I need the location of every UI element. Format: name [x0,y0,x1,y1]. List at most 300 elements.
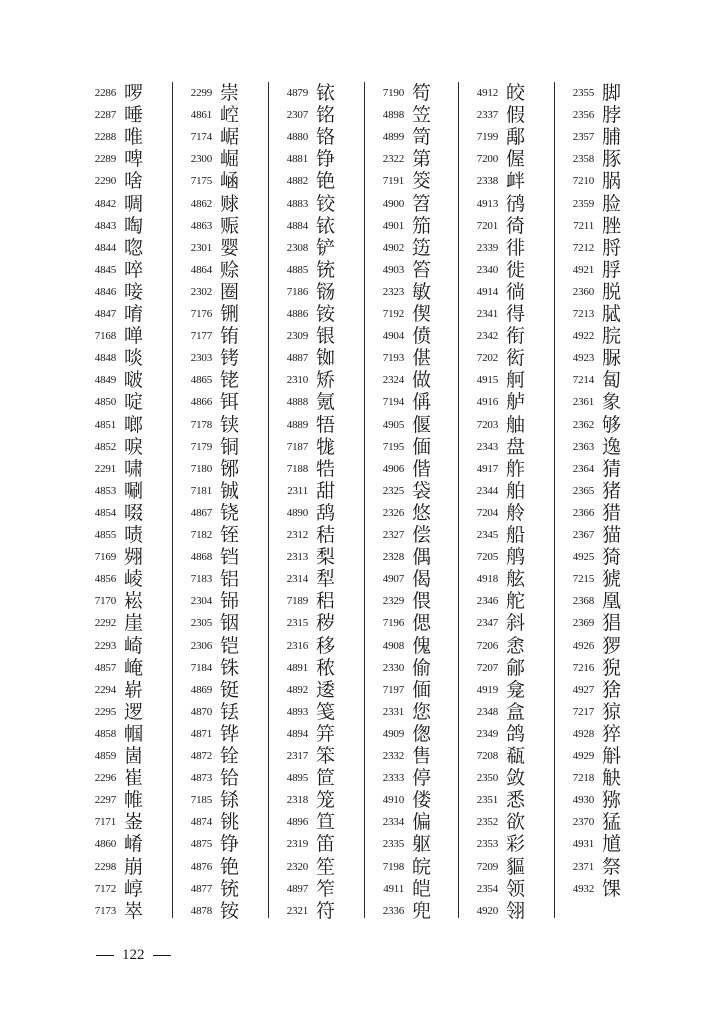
column-divider [458,82,459,918]
entry-number: 7204 [476,506,498,519]
entry-number: 4877 [190,882,212,895]
table-entry [280,502,372,524]
entry-character: 敏 [412,280,432,303]
entry-character: 偷 [412,656,432,679]
table-entry [566,82,658,104]
entry-character: 崌 [220,126,240,149]
table-entry [376,480,468,502]
table-entry [88,458,180,480]
entry-number: 4932 [572,882,594,895]
table-entry [280,568,372,590]
entry-number: 4868 [190,551,212,564]
entry-character: 铰 [316,192,336,215]
entry-number: 2312 [286,529,308,541]
entry-number: 2300 [190,153,212,166]
entry-number: 4914 [476,285,498,298]
entry-number: 4881 [286,153,308,166]
entry-number: 4926 [572,639,594,652]
entry-number: 7169 [94,551,116,564]
table-entry [88,546,180,568]
table-entry [376,148,468,170]
table-entry [184,281,276,303]
entry-character: 崒 [124,899,144,922]
entry-number: 2302 [190,285,212,298]
entry-number: 2330 [382,661,404,674]
entry-number: 7198 [382,860,404,873]
entry-character: 笮 [316,877,336,900]
table-entry [376,524,468,546]
table-entry [280,193,372,215]
table-entry [280,878,372,900]
entry-character: 崟 [124,811,144,834]
table-entry [88,811,180,833]
table-entry [280,281,372,303]
entry-number: 4906 [382,462,404,475]
entry-character: 啥 [124,170,144,193]
table-entry [376,878,468,900]
entry-number: 7176 [190,308,212,320]
entry-character: 铖 [220,479,240,502]
table-entry [88,856,180,878]
table-entry [566,148,658,170]
entry-character: 笙 [316,855,336,878]
entry-character: 衔 [506,325,526,348]
entry-character: 笼 [316,789,336,812]
entry-number: 4919 [476,683,498,696]
entry-character: 婴 [220,236,240,259]
entry-number: 4847 [94,308,116,320]
table-entry [88,767,180,789]
entry-character: 偭 [412,678,432,701]
table-entry [566,856,658,878]
table-entry [280,215,372,237]
entry-character: 铳 [220,877,240,900]
column-divider [268,82,269,918]
table-entry [376,546,468,568]
table-entry [566,347,658,369]
entry-number: 2351 [476,794,498,807]
entry-number: 4886 [286,308,308,320]
entry-number: 2349 [476,727,498,740]
entry-character: 铴 [316,280,336,303]
table-entry [566,546,658,568]
entry-character: 停 [412,767,432,790]
entry-character: 欲 [506,811,526,834]
entry-number: 4865 [190,374,212,387]
entry-number: 4912 [476,87,498,99]
entry-number: 4907 [382,573,404,586]
entry-number: 4869 [190,683,212,696]
entry-character: 啧 [124,524,144,546]
entry-character: 崔 [124,767,144,790]
table-entry [376,657,468,679]
entry-character: 铜 [220,435,240,458]
column-divider [172,82,173,918]
entry-number: 7185 [190,794,212,807]
entry-character: 铑 [220,369,240,392]
entry-number: 2308 [286,241,308,254]
entry-number: 2324 [382,374,404,387]
entry-number: 7178 [190,418,212,431]
entry-number: 2294 [94,683,116,696]
entry-character: 啁 [124,192,144,215]
entry-number: 2357 [572,131,594,144]
entry-character: 铭 [316,104,336,127]
entry-character: 崮 [124,745,144,767]
table-entry [280,833,372,855]
table-entry [280,811,372,833]
entry-character: 豚 [602,148,622,171]
entry-number: 4902 [382,241,404,254]
table-entry [376,767,468,789]
table-entry [376,436,468,458]
table-entry [376,635,468,657]
entry-number: 2339 [476,241,498,254]
entry-number: 4887 [286,352,308,365]
entry-character: 赈 [220,214,240,237]
entry-character: 皎 [506,82,526,104]
table-entry [566,568,658,590]
entry-character: 崛 [220,148,240,171]
entry-number: 4925 [572,551,594,564]
entry-character: 售 [412,745,432,767]
entry-character: 猫 [602,524,622,546]
entry-number: 7216 [572,661,594,674]
entry-character: 铥 [220,700,240,723]
entry-character: 移 [316,634,336,657]
entry-character: 唯 [124,126,144,149]
entry-character: 铫 [220,811,240,834]
table-entry [184,568,276,590]
table-entry [88,303,180,325]
entry-character: 铷 [316,347,336,370]
entry-number: 7218 [572,772,594,785]
entry-number: 2362 [572,418,594,431]
table-entry [566,745,658,767]
table-entry [566,126,658,148]
entry-character: 铢 [220,656,240,679]
table-entry [280,369,372,391]
entry-character: 傀 [412,634,432,657]
entry-number: 2332 [382,750,404,762]
entry-character: 凰 [602,590,622,613]
table-entry [88,369,180,391]
entry-character: 悉 [506,789,526,812]
entry-character: 鄅 [506,126,526,149]
entry-number: 7196 [382,617,404,630]
table-entry [88,789,180,811]
entry-number: 7203 [476,418,498,431]
table-entry [184,502,276,524]
entry-character: 铤 [220,678,240,701]
entry-number: 7213 [572,308,594,320]
entry-number: 2368 [572,595,594,608]
entry-number: 4921 [572,263,594,276]
table-entry [184,878,276,900]
entry-number: 2299 [190,87,212,99]
table-entry [470,170,562,192]
entry-number: 4899 [382,131,404,144]
entry-number: 4871 [190,727,212,740]
entry-number: 2301 [190,241,212,254]
entry-character: 帷 [124,789,144,812]
table-entry [184,480,276,502]
entry-number: 7189 [286,595,308,608]
entry-number: 2340 [476,263,498,276]
entry-character: 唷 [124,303,144,325]
table-entry [566,237,658,259]
table-entry [566,811,658,833]
entry-number: 4904 [382,330,404,343]
table-entry [376,612,468,634]
entry-character: 崞 [124,877,144,900]
entry-number: 4844 [94,241,116,254]
table-entry [470,458,562,480]
entry-number: 2328 [382,551,404,564]
entry-character: 盘 [506,435,526,458]
table-entry [280,391,372,413]
table-entry [280,679,372,701]
entry-character: 脯 [602,126,622,149]
table-entry [566,657,658,679]
entry-character: 脘 [602,325,622,348]
table-entry [470,546,562,568]
entry-character: 帼 [124,722,144,745]
entry-number: 4895 [286,772,308,785]
entry-number: 4874 [190,816,212,829]
entry-character: 笛 [316,833,336,856]
entry-character: 铝 [220,568,240,591]
entry-number: 4896 [286,816,308,829]
entry-number: 2367 [572,529,594,541]
entry-number: 7168 [94,330,116,343]
entry-character: 逻 [124,700,144,723]
entry-character: 崩 [124,855,144,878]
table-entry [470,480,562,502]
entry-character: 袋 [412,479,432,502]
entry-character: 领 [506,877,526,900]
table-entry [184,635,276,657]
entry-character: 银 [316,325,336,348]
table-entry [566,303,658,325]
entry-number: 4850 [94,396,116,409]
entry-character: 唾 [124,104,144,127]
entry-number: 4842 [94,197,116,210]
entry-character: 逶 [316,678,336,701]
entry-character: 偓 [506,148,526,171]
entry-number: 2303 [190,352,212,365]
entry-number: 2369 [572,617,594,630]
entry-number: 2335 [382,838,404,851]
entry-character: 铨 [220,745,240,767]
entry-number: 4851 [94,418,116,431]
entry-number: 2291 [94,462,116,475]
table-entry [566,325,658,347]
table-entry [280,590,372,612]
table-entry [470,701,562,723]
entry-character: 铒 [220,391,240,414]
table-entry [470,811,562,833]
table-entry [88,391,180,413]
entry-character: 笄 [316,722,336,745]
entry-number: 4916 [476,396,498,409]
table-entry [280,480,372,502]
entry-number: 7172 [94,882,116,895]
table-entry [184,900,276,922]
entry-character: 舳 [506,413,526,436]
table-entry [376,215,468,237]
entry-character: 匐 [602,369,622,392]
entry-number: 7179 [190,440,212,453]
entry-number: 7177 [190,330,212,343]
entry-character: 崇 [220,82,240,104]
entry-number: 2371 [572,860,594,873]
entry-character: 牿 [316,457,336,480]
table-entry [566,679,658,701]
table-column [184,82,276,922]
entry-character: 啵 [124,369,144,392]
entry-character: 赇 [220,192,240,215]
table-entry [280,259,372,281]
table-entry [566,878,658,900]
entry-character: 偰 [412,303,432,325]
entry-character: 躯 [412,833,432,856]
entry-character: 偾 [412,325,432,348]
table-entry [88,148,180,170]
entry-number: 4876 [190,860,212,873]
table-entry [184,856,276,878]
entry-character: 啴 [124,325,144,348]
table-entry [376,568,468,590]
table-entry [184,82,276,104]
entry-number: 2341 [476,308,498,320]
entry-character: 偶 [412,546,432,569]
entry-character: 笪 [316,811,336,834]
table-entry [88,82,180,104]
entry-number: 2298 [94,860,116,873]
entry-number: 4890 [286,506,308,519]
entry-character: 铯 [220,855,240,878]
table-entry [88,590,180,612]
entry-number: 4867 [190,506,212,519]
table-entry [376,237,468,259]
entry-number: 4855 [94,529,116,541]
entry-character: 脦 [602,303,622,325]
entry-number: 7209 [476,860,498,873]
entry-number: 7181 [190,484,212,497]
column-divider [364,82,365,918]
entry-character: 瓻 [506,745,526,767]
entry-character: 铪 [220,767,240,790]
entry-number: 7202 [476,352,498,365]
entry-number: 2348 [476,705,498,718]
entry-character: 悆 [506,634,526,657]
entry-number: 4861 [190,109,212,122]
table-column [566,82,658,922]
entry-character: 舸 [506,369,526,392]
table-entry [280,303,372,325]
entry-character: 唼 [124,280,144,303]
entry-character: 猖 [602,612,622,635]
table-entry [88,215,180,237]
table-entry [376,303,468,325]
entry-character: 象 [602,391,622,414]
entry-number: 2358 [572,153,594,166]
entry-character: 铱 [316,82,336,104]
table-column [88,82,180,922]
table-entry [184,789,276,811]
entry-character: 铚 [220,524,240,546]
entry-character: 甜 [316,479,336,502]
entry-character: 舶 [506,479,526,502]
entry-number: 4849 [94,374,116,387]
entry-character: 崤 [124,833,144,856]
entry-number: 4893 [286,705,308,718]
table-entry [566,215,658,237]
entry-number: 4854 [94,506,116,519]
table-entry [280,436,372,458]
entry-number: 4898 [382,109,404,122]
entry-number: 2360 [572,285,594,298]
entry-number: 4927 [572,683,594,696]
entry-character: 啤 [124,148,144,171]
entry-character: 逸 [602,435,622,458]
table-entry [184,126,276,148]
entry-number: 7195 [382,440,404,453]
entry-character: 翙 [124,546,144,569]
entry-number: 4852 [94,440,116,453]
entry-number: 4843 [94,219,116,232]
entry-number: 7215 [572,573,594,586]
entry-number: 2336 [382,904,404,917]
entry-number: 4863 [190,219,212,232]
entry-character: 崧 [124,590,144,613]
table-entry [376,193,468,215]
entry-character: 猞 [602,678,622,701]
entry-number: 2326 [382,506,404,519]
entry-number: 7211 [573,219,594,232]
entry-character: 铲 [316,236,336,259]
table-entry [184,303,276,325]
entry-character: 鄃 [506,656,526,679]
table-entry [376,811,468,833]
entry-number: 2334 [382,816,404,829]
table-entry [88,436,180,458]
entry-number: 7201 [476,219,498,232]
table-entry [566,436,658,458]
entry-number: 4913 [476,197,498,210]
entry-character: 笸 [316,767,336,790]
entry-character: 彩 [506,833,526,856]
entry-character: 兜 [412,899,432,922]
entry-number: 7205 [476,551,498,564]
entry-number: 4845 [94,263,116,276]
table-entry [280,524,372,546]
entry-number: 4888 [286,396,308,409]
table-entry [280,546,372,568]
footer-dash-left [96,955,114,956]
entry-number: 2364 [572,462,594,475]
entry-number: 2287 [94,109,116,122]
table-entry [184,701,276,723]
entry-character: 猄 [602,700,622,723]
table-entry [88,126,180,148]
entry-number: 4908 [382,639,404,652]
column-divider [554,82,555,918]
table-entry [184,193,276,215]
entry-number: 7188 [286,462,308,475]
table-entry [470,391,562,413]
